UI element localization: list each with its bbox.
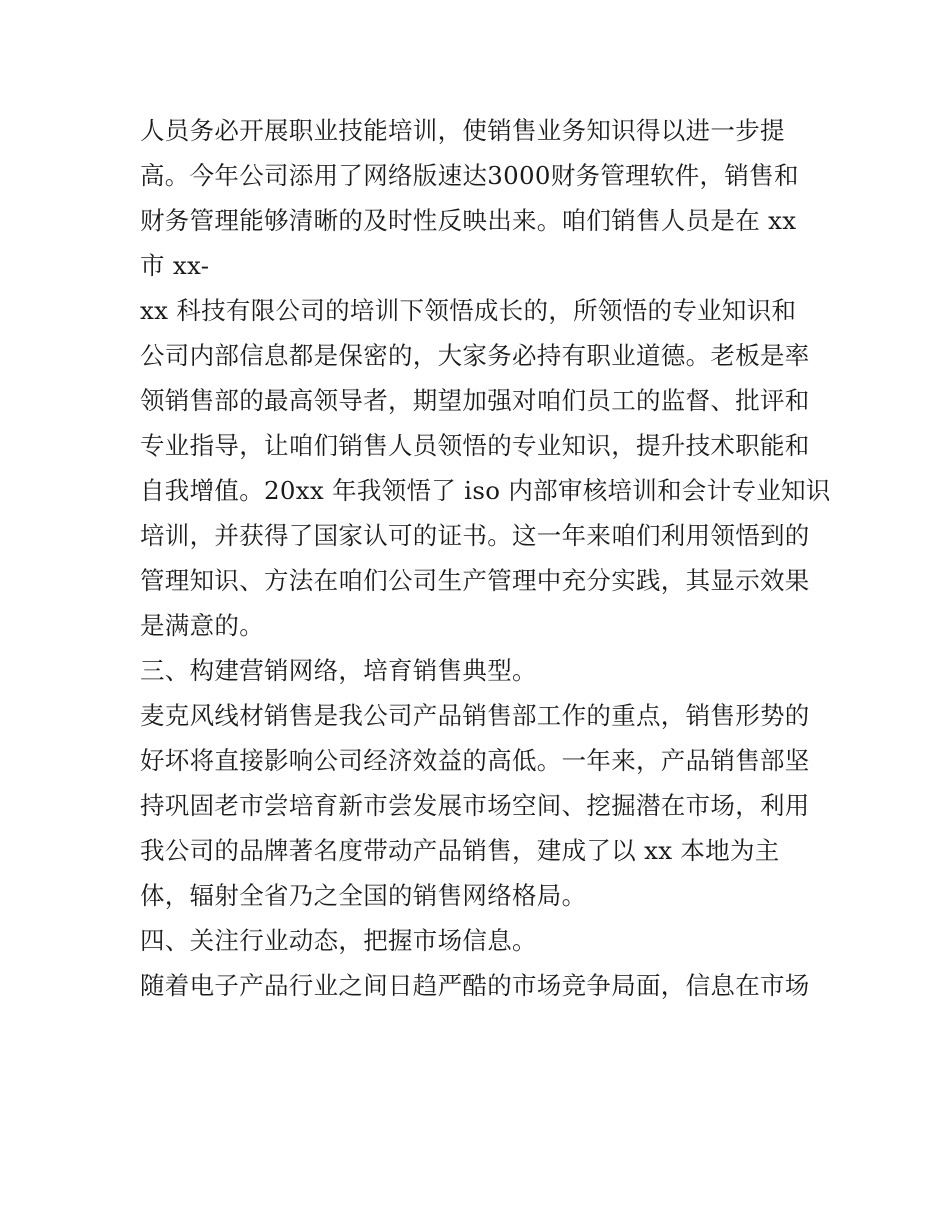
text-line: 财务管理能够清晰的及时性反映出来。咱们销售人员是在 xx xyxy=(140,206,797,235)
text-line: 人员务必开展职业技能培训，使销售业务知识得以进一步提 xyxy=(140,116,785,145)
text-line: 管理知识、方法在咱们公司生产管理中充分实践，其显示效果 xyxy=(140,566,810,595)
text-line: 培训，并获得了国家认可的证书。这一年来咱们利用领悟到的 xyxy=(140,521,810,550)
text-line: 是满意的。 xyxy=(140,611,264,640)
text-line: 麦克风线材销售是我公司产品销售部工作的重点，销售形势的 xyxy=(140,701,810,730)
text-line: 自我增值。20xx 年我领悟了 iso 内部审核培训和会计专业知识 xyxy=(140,476,831,505)
text-line: 市 xx- xyxy=(140,251,210,280)
text-line: 高。今年公司添用了网络版速达3000财务管理软件，销售和 xyxy=(140,161,799,190)
body-text xyxy=(140,108,831,1008)
section-heading: 三、构建营销网络，培育销售典型。 xyxy=(140,656,537,685)
text-line: 领销售部的最高领导者，期望加强对咱们员工的监督、批评和 xyxy=(140,386,810,415)
section-heading: 四、关注行业动态，把握市场信息。 xyxy=(140,926,537,955)
text-line: 专业指导，让咱们销售人员领悟的专业知识，提升技术职能和 xyxy=(140,431,810,460)
text-line: 持巩固老市尝培育新市尝发展市场空间、挖掘潜在市场，利用 xyxy=(140,791,810,820)
text-line: 公司内部信息都是保密的，大家务必持有职业道德。老板是率 xyxy=(140,341,810,370)
text-line: 体，辐射全省乃之全国的销售网络格局。 xyxy=(140,881,587,910)
text-line: 随着电子产品行业之间日趋严酷的市场竞争局面，信息在市场 xyxy=(140,971,810,1000)
text-line: 好坏将直接影响公司经济效益的高低。一年来，产品销售部坚 xyxy=(140,746,810,775)
text-line: xx 科技有限公司的培训下领悟成长的，所领悟的专业知识和 xyxy=(140,296,797,325)
text-line: 我公司的品牌著名度带动产品销售，建成了以 xx 本地为主 xyxy=(140,836,780,865)
